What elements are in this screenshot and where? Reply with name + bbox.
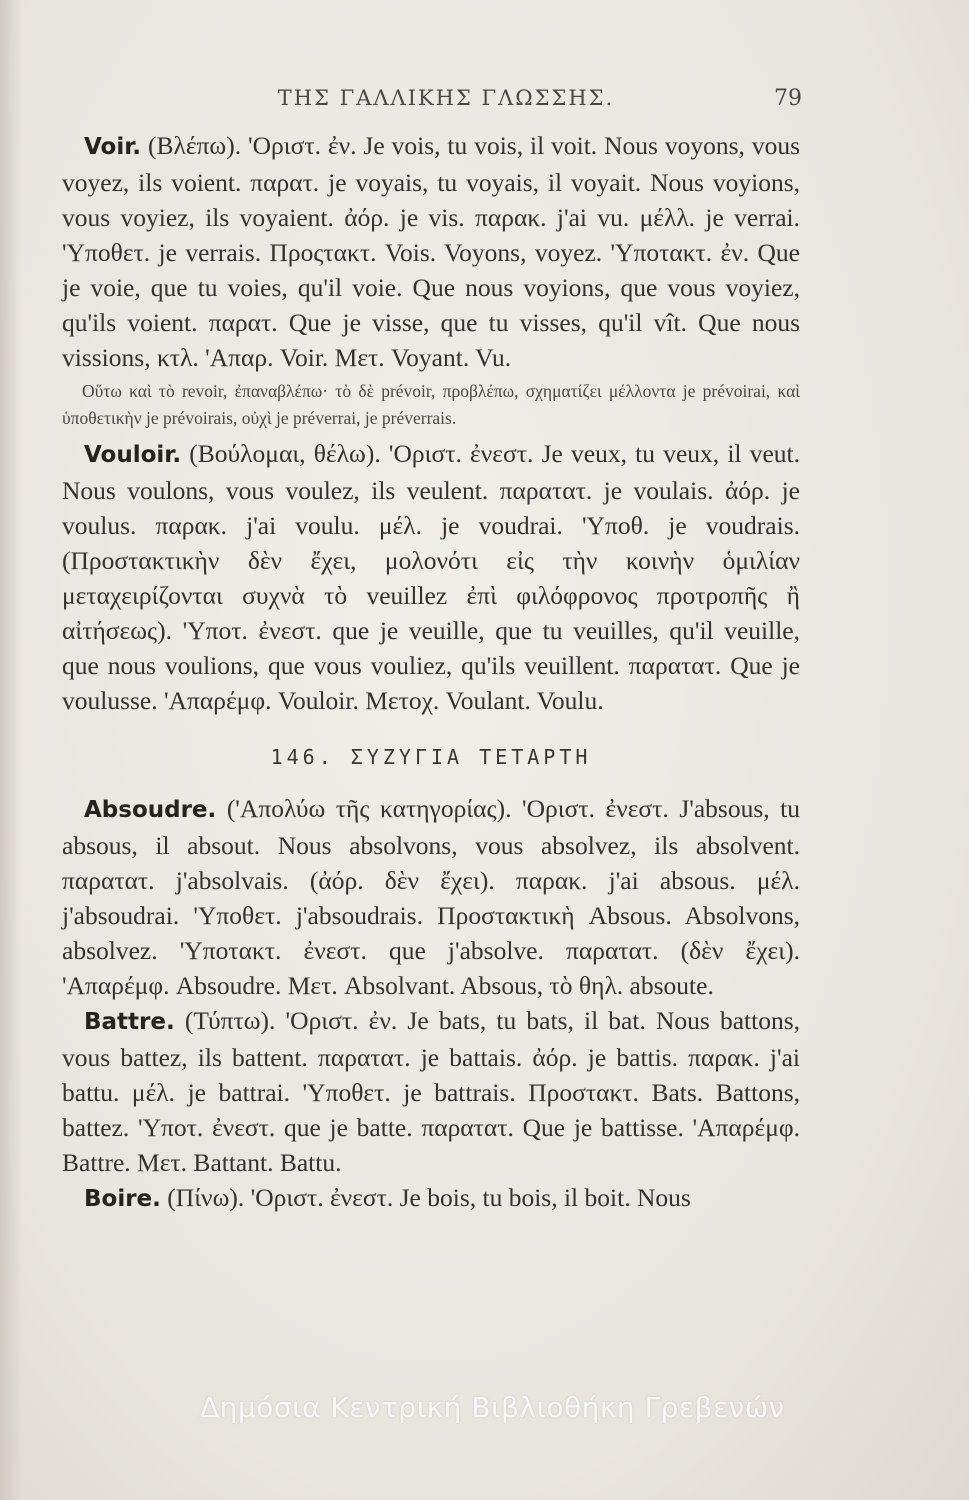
page-body [62, 128, 800, 1217]
headword-battre: Battre. [84, 1009, 175, 1035]
entry-vouloir [62, 436, 800, 718]
entry-voir [62, 128, 800, 375]
section-title: 146. ΣΥΖΥΓΙΑ ΤΕΤΑΡΤΗ [270, 745, 592, 769]
entry-boire [62, 1180, 800, 1217]
entry-vouloir-text: (Βούλομαι, θέλω). 'Οριστ. ἐνεστ. Je veux, tu veux, il veut. Nous voulons, vous voulez, ils veulent. παρατατ. je voulais. ἀόρ. je voulus. παρακ. j'ai voulu. μέλ. je voudrai. 'Υποθ. je voudrais. (Προστακτικὴν δὲν ἔχει, μολονότι εἰς τὴν κοινὴν ὁμιλίαν μεταχειρίζονται συχνὰ τὸ veuillez ἐπὶ φιλόφρονος προτροπῆς ἢ αἰτήσεως). 'Υποτ. ἐνεστ. que je veuille, que tu veuilles, qu'il veuille, que nous voulions, que vous vouliez, qu'ils veuillent. παρατατ. Que je voulusse. 'Απαρέμφ. Vouloir. Μετοχ. Voulant. Voulu. [62, 439, 800, 715]
page-number: 79 [774, 86, 802, 111]
headword-boire: Boire. [84, 1186, 161, 1212]
entry-boire-text: (Πίνω). 'Οριστ. ἐνεστ. Je bois, tu bois, il boit. Nous [167, 1183, 691, 1212]
library-watermark: Δημόσια Κεντρική Βιβλιοθήκη Γρεβενών [200, 1391, 785, 1424]
entry-absoudre [62, 791, 800, 1003]
running-title: ΤΗΣ ΓΑΛΛΙΚΗΣ ΓΛΩΣΣΗΣ. [277, 86, 615, 110]
entry-voir-text: (Βλέπω). 'Οριστ. ἐν. Je vois, tu vois, il voit. Nous voyons, vous voyez, ils voient. παρατ. je voyais, tu voyais, il voyait. Nous voyions, vous voyiez, ils voyaient. ἀόρ. je vis. παρακ. j'ai vu. μέλλ. je verrai. 'Υποθετ. je verrais. Προςτακτ. Vois. Voyons, voyez. 'Υποτακτ. ἐν. Que je voie, que tu voies, qu'il voie. Que nous voyions, que vous voyiez, qu'ils voient. παρατ. Que je visse, que tu visses, qu'il vît. Que nous vissions, κτλ. 'Απαρ. Voir. Μετ. Voyant. Vu. [62, 131, 801, 372]
entry-battre-text: (Τύπτω). 'Οριστ. ἐν. Je bats, tu bats, il bat. Nous battons, vous battez, ils battent. παρατατ. je battais. ἀόρ. je battis. παρακ. j'ai battu. μέλ. je battrai. 'Υποθετ. je battrais. Προστακτ. Bats. Battons, battez. 'Υποτ. ἐνεστ. que je batte. παρατατ. Que je battisse. 'Απαρέμφ. Battre. Μετ. Battant. Battu. [62, 1006, 801, 1177]
entry-absoudre-text: ('Απολύω τῆς κατηγορίας). 'Οριστ. ἐνεστ. J'absous, tu absous, il absout. Nous absolvons, vous absolvez, ils absolvent. παρατατ. j'absolvais. (ἀόρ. δὲν ἔχει). παρακ. j'ai absous. μέλ. j'absoudrai. 'Υποθετ. j'absoudrais. Προστακτικὴ Absous. Absolvons, absolvez. 'Υποτακτ. ἐνεστ. que j'absolve. παρατατ. (δὲν ἔχει). 'Απαρέμφ. Absoudre. Μετ. Absolvant. Absous, τὸ θηλ. absoute. [62, 794, 800, 1000]
page-edge-shadow [0, 0, 22, 1500]
headword-absoudre: Absoudre. [84, 797, 217, 823]
headword-vouloir: Vouloir. [84, 442, 182, 468]
entry-battre [62, 1003, 800, 1180]
entry-voir-note: Οὕτω καὶ τὸ revoir, ἐπαναβλέπω· τὸ δὲ prévoir, προβλέπω, σχηματίζει μέλλοντα je prévoirai, καὶ ὑποθετικὴν je prévoirais, οὐχὶ je préverrai, je préverrais. [62, 381, 800, 428]
page-header [90, 86, 802, 116]
headword-voir: Voir. [84, 134, 142, 160]
